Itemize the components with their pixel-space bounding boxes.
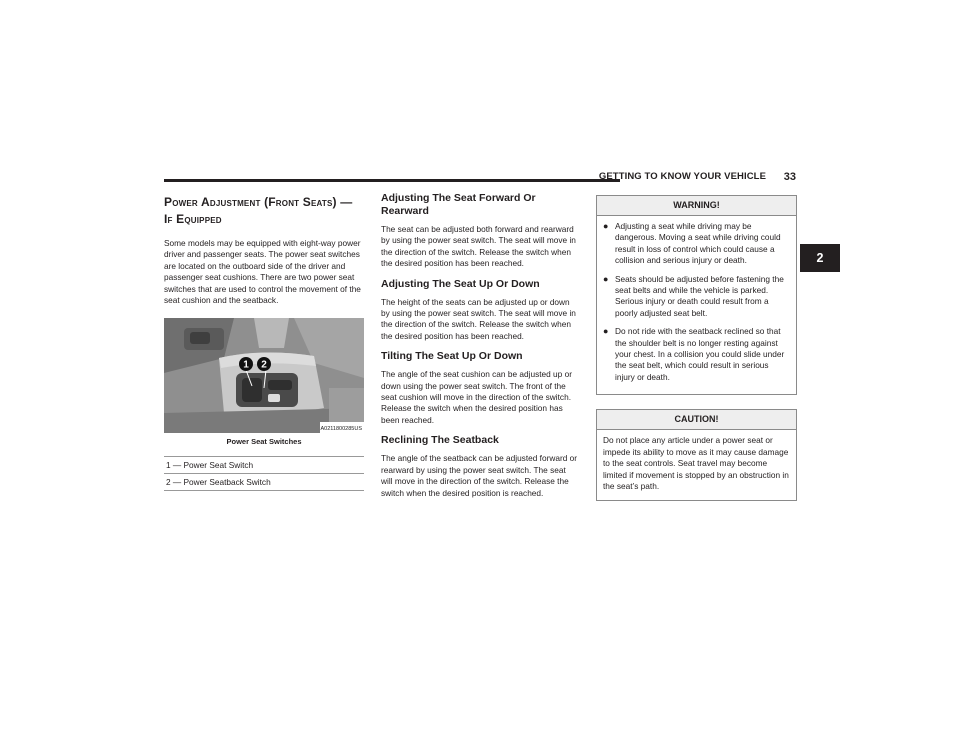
section-title	[164, 194, 364, 228]
table-row	[164, 457, 364, 474]
paragraph-up-down: The height of the seats can be adjusted up or down by using the power seat switch. The seat will move in the direction of the switch. Release the switch when the desired position has been reached.	[381, 296, 576, 341]
paragraph-reclining: The angle of the seatback can be adjusted forward or rearward by using the power seat switch. The seat will move in the direction of the switch. Release the switch when the desired position is reached.	[381, 453, 578, 498]
callout-1: 1	[243, 359, 249, 371]
power-seat-switches-figure	[164, 318, 364, 433]
subsection-title-up-down: Adjusting The Seat Up Or Down	[381, 277, 540, 290]
list-item	[603, 326, 790, 383]
intro-paragraph: Some models may be equipped with eight-way power driver and passenger seats. The power seat switches are located on the outboard side of the driver and passenger seat cushions. There are two power seat switches that are used to control the movement of the seat cushion and the seatback.	[164, 238, 361, 306]
running-header	[164, 170, 796, 184]
legend-item-1: 1 — Power Seat Switch	[164, 457, 364, 474]
chapter-tab: 2	[800, 244, 840, 272]
page-number: 33	[783, 171, 796, 183]
bullet-icon: ●	[603, 273, 609, 284]
left-column	[164, 188, 364, 491]
caution-body	[597, 430, 796, 500]
warning-heading: WARNING!	[597, 196, 796, 216]
caution-text: Do not place any article under a power seat or impede its ability to move as it may cause damage to the seat controls. Seat travel may become limited if movement is stopped by an obstruction in the seat’s path.	[603, 435, 789, 491]
image-code: A0211800285US	[320, 426, 362, 433]
subsection-title-forward-rearward: Adjusting The Seat Forward Or Rearward	[381, 192, 536, 217]
subsection-title-tilting: Tilting The Seat Up Or Down	[381, 350, 523, 363]
list-item	[603, 221, 790, 267]
warning-text: Do not ride with the seatback reclined so that the shoulder belt is no longer resting against your chest. In a collision you could slide under the seat belt, which could result in serious injury or death.	[615, 326, 785, 382]
running-title: GETTING TO KNOW YOUR VEHICLE	[598, 171, 766, 182]
caution-heading: CAUTION!	[597, 410, 796, 430]
bullet-icon: ●	[603, 221, 609, 231]
legend-item-2: 2 — Power Seatback Switch	[164, 474, 364, 491]
list-item	[603, 274, 790, 320]
warning-list	[603, 221, 790, 383]
warning-text: Seats should be adjusted before fastening the seat belts and while the vehicle is parked. Serious injury or death could result from a poorly adjusted seat belt.	[615, 273, 784, 318]
callout-2: 2	[261, 359, 267, 371]
middle-column	[381, 188, 579, 507]
header-rule	[164, 179, 620, 182]
paragraph-forward-rearward: The seat can be adjusted both forward and rearward by using the power seat switch. The seat will move in the direction of the switch. Release the switch when the desired position has been reached.	[381, 224, 576, 269]
warning-text: Adjusting a seat while driving may be dangerous. Moving a seat while driving could result in loss of control which could cause a collision and serious injury or death.	[615, 221, 781, 266]
warning-box	[596, 195, 797, 395]
figure-caption: Power Seat Switches	[226, 437, 302, 447]
table-row	[164, 474, 364, 491]
warning-body	[597, 216, 796, 394]
right-column	[596, 195, 797, 515]
seat-switches-illustration	[164, 318, 364, 433]
callout-legend-table	[164, 456, 364, 491]
section-title-line1: Power Adjustment (Front Seats) —	[164, 195, 353, 209]
caution-box	[596, 409, 797, 501]
subsection-title-reclining: Reclining The Seatback	[381, 434, 499, 447]
paragraph-tilting: The angle of the seat cushion can be adjusted up or down using the power seat switch. The front of the seat cushion will move in the direction of the switch. Release the switch when the desired position has been reached.	[381, 369, 572, 425]
section-title-line2: If Equipped	[164, 212, 222, 226]
bullet-icon: ●	[603, 326, 609, 337]
